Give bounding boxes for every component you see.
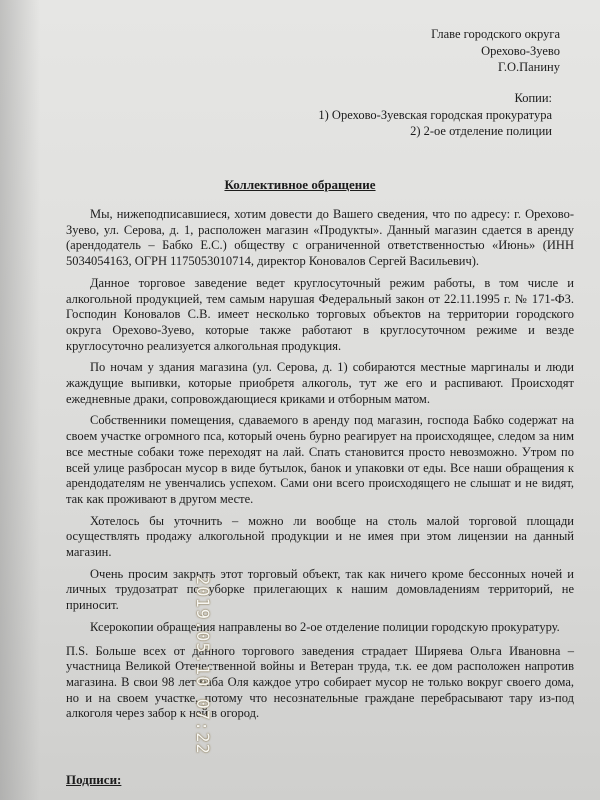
paragraph-5: Хотелось бы уточнить – можно ли вообще на столь малой торговой площади осуществлять продажу алкогольной продукции и не имея при этом лицензии на данный магазин.: [66, 513, 574, 560]
paragraph-1: Мы, нижеподписавшиеся, хотим довести до Вашего сведения, что по адресу: г. Орехово-Зуево, ул. Серова, д. 1, расположен магазин «Продукты». Данный магазин сдается в аренду (арендодатель – Бабко Е.С.) обществу с ограниченной ответственностью «Июнь» (ИНН 5034054163, ОГРН 1175053010714, директор Коновалов Сергей Васильевич).: [66, 207, 574, 269]
copies-item-2: 2) 2-ое отделение полиции: [410, 124, 552, 138]
postscript: П.S. Больше всех от данного торгового заведения страдает Ширяева Ольга Ивановна – участница Великой Отечественной войны и Ветеран труда, т.к. ее дом расположен напротив магазина. В свои 98 лет баба Оля каждое утро собирает мусор не только вокруг своего дома, но и на своем участке, потому что несознательные граждане перебрасывают тару из-под алкоголя через забор к ней в огород.: [66, 643, 574, 721]
document-body: [66, 207, 574, 728]
paragraph-4: Собственники помещения, сдаваемого в аренду под магазин, господа Бабко содержат на своем участке огромного пса, который очень бурно реагирует на происходящее, следом за ним все местные собаки тоже переходят на лай. Спать становится просто невозможно. Утром по всей улице разбросан мусор в виде бутылок, банок и упаковки от еды. Все наши обращения к арендодателям не увенчались успехом. Сами они всего происходящего не слышат и не видят, так как проживают в другом месте.: [66, 413, 574, 506]
signatures-label: Подписи:: [66, 772, 122, 787]
paragraph-3: По ночам у здания магазина (ул. Серова, д. 1) собираются местные маргиналы и люди жаждущие выпивки, которые приобретя алкоголь, тут же его и распивают. Происходят ежедневные драки, сопровождающиеся криками и отборным матом.: [66, 360, 574, 406]
copies-item-1: 1) Орехово-Зуевская городская прокуратура: [318, 107, 552, 122]
copies-heading: Копии:: [514, 91, 552, 105]
paragraph-6: Очень просим закрыть этот торговый объект, так как ничего кроме бессонных ночей и личных трудозатрат по уборке прилегающих к нашим домовладениям территорий, не приносит.: [66, 566, 574, 613]
paragraph-7: Ксерокопии обращения направлены во 2-ое отделение полиции городскую прокуратуру.: [90, 619, 560, 634]
photo-timestamp: 2019.05.10 07:22: [192, 575, 212, 755]
recipient-line-3: Г.О.Панину: [498, 60, 560, 74]
paragraph-2: Данное торговое заведение ведет круглосуточный режим работы, в том числе и алкогольной продукцией, тем самым нарушая Федеральный закон от 22.11.1995 г. № 171-ФЗ. Господин Коновалов С.В. имеет несколько торговых объектов на территории городского округа Орехово-Зуево, которые также работают в круглосуточном режиме и везде круглосуточно реализуется алкогольная продукция.: [66, 275, 574, 353]
recipient-line-1: Главе городского округа: [431, 27, 560, 41]
recipient-block: [431, 26, 560, 76]
recipient-line-2: Орехово-Зуево: [481, 43, 560, 58]
document-title: Коллективное обращение: [224, 177, 376, 192]
copies-block: [318, 90, 552, 140]
